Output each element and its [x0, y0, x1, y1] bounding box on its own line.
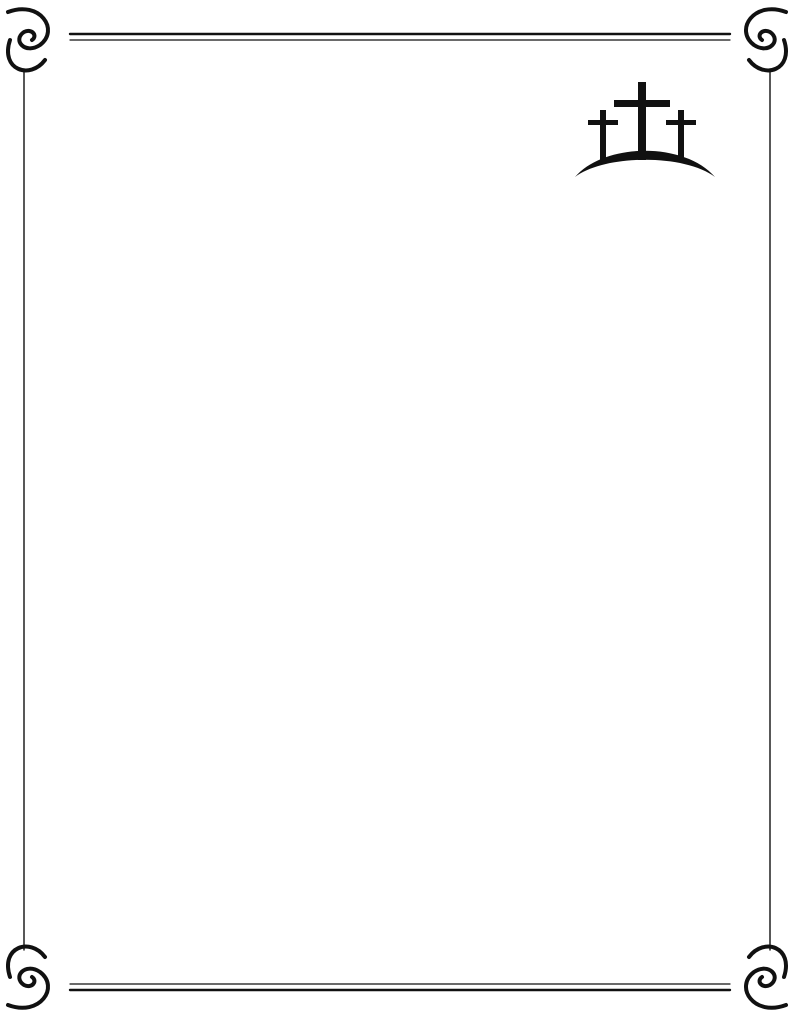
three-crosses-icon [570, 72, 720, 182]
